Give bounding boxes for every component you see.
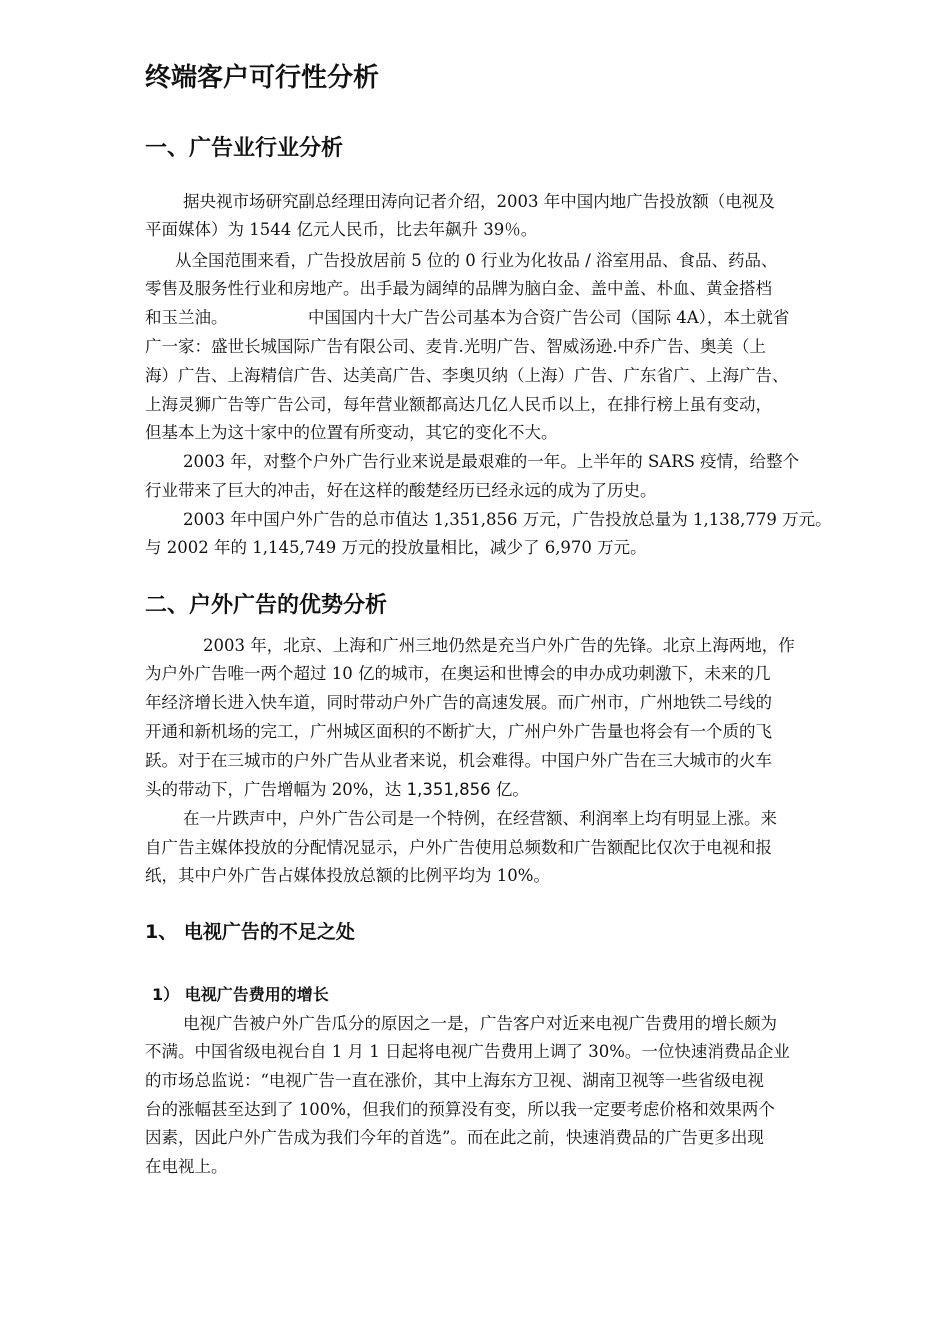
paragraph-line: 的市场总监说：“电视广告一直在涨价，其中上海东方卫视、湖南卫视等一些省级电视 <box>145 1071 764 1090</box>
paragraph-line: 据央视市场研究副总经理田涛向记者介绍，2003 年中国内地广告投放额（电视及 <box>183 192 775 211</box>
paragraph-line: 海）广告、上海精信广告、达美高广告、李奥贝纳（上海）广告、广东省广、上海广告、 <box>145 366 789 385</box>
paragraph-line <box>145 780 529 800</box>
line-text: 头的带动下，广告增幅为 20%，达 <box>145 780 407 799</box>
paragraph-line: 不满。中国省级电视台自 1 月 1 日起将电视广告费用上调了 30%。一位快速消费品企业 <box>145 1042 790 1061</box>
paragraph-line: 2003 年，对整个户外广告行业来说是最艰难的一年。上半年的 SARS 疫情，给整个 <box>183 452 800 471</box>
paragraph-line: 跃。对于在三城市的户外广告从业者来说，机会难得。中国户外广告在三大城市的火车 <box>145 751 772 770</box>
paragraph-line: 在一片跌声中，户外广告公司是一个特例，在经营额、利润率上均有明显上涨。来 <box>183 809 777 828</box>
paragraph-line: 平面媒体）为 1544 亿元人民币，比去年飙升 39％。 <box>145 220 538 239</box>
sub-subsection-heading: 1） 电视广告费用的增长 <box>152 985 329 1004</box>
section-heading: 一、广告业行业分析 <box>145 136 344 161</box>
paragraph-line: 和玉兰油。 <box>145 308 228 327</box>
paragraph-line: 从全国范围来看，广告投放居前 5 位的 0 行业为化妆品 / 浴室用品、食品、药品、 <box>175 251 778 270</box>
paragraph-line: 广一家：盛世长城国际广告有限公司、麦肯.光明广告、智威汤逊.中乔广告、奥美（上 <box>145 337 766 356</box>
paragraph-line: 上海灵狮广告等广告公司，每年营业额都高达几亿人民币以上，在排行榜上虽有变动， <box>145 395 772 414</box>
paragraph-line: 零售及服务性行业和房地产。出手最为阔绰的品牌为脑白金、盖中盖、朴血、黄金搭档 <box>145 279 772 298</box>
paragraph-line: 电视广告被户外广告瓜分的原因之一是，广告客户对近来电视广告费用的增长颇为 <box>183 1014 777 1033</box>
paragraph-line: 因素，因此户外广告成为我们今年的首选”。而在此之前，快速消费品的广告更多出现 <box>145 1128 764 1147</box>
subsection-heading: 1、 电视广告的不足之处 <box>145 921 355 943</box>
paragraph-line: 纸，其中户外广告占媒体投放总额的比例平均为 10%。 <box>145 866 550 885</box>
paragraph-line: 开通和新机场的完工，广州城区面积的不断扩大，广州户外广告量也将会有一个质的飞 <box>145 722 772 741</box>
line-text: 亿。 <box>490 780 529 799</box>
paragraph-line: 台的涨幅甚至达到了 100%，但我们的预算没有变，所以我一定要考虑价格和效果两个 <box>145 1100 775 1119</box>
paragraph-line: 与 2002 年的 1,145,749 万元的投放量相比，减少了 6,970 万元。 <box>145 538 647 557</box>
paragraph-line: 为户外广告唯一两个超过 10 亿的城市，在奥运和世博会的申办成功刺激下，未来的几 <box>145 664 771 683</box>
paragraph-line: 2003 年，北京、上海和广州三地仍然是充当户外广告的先锋。北京上海两地，作 <box>203 636 795 655</box>
paragraph-line: 行业带来了巨大的冲击，好在这样的酸楚经历已经永远的成为了历史。 <box>145 481 657 500</box>
section-heading: 二、户外广告的优势分析 <box>145 593 388 618</box>
document-title: 终端客户可行性分析 <box>145 63 380 93</box>
paragraph-line: 在电视上。 <box>145 1157 228 1176</box>
paragraph-line: 中国国内十大广告公司基本为合资广告公司（国际 4A），本土就省 <box>308 308 790 327</box>
paragraph-line: 年经济增长进入快车道，同时带动户外广告的高速发展。而广州市，广州地铁二号线的 <box>145 693 772 712</box>
paragraph-line: 2003 年中国户外广告的总市值达 1,351,856 万元，广告投放总量为 1,138,779 万元。 <box>183 510 832 529</box>
paragraph-line: 自广告主媒体投放的分配情况显示，户外广告使用总频数和广告额配比仅次于电视和报 <box>145 838 772 857</box>
paragraph-line: 但基本上为这十家中的位置有所变动，其它的变化不大。 <box>145 423 558 442</box>
highlight-number: 1,351,856 <box>406 780 491 799</box>
